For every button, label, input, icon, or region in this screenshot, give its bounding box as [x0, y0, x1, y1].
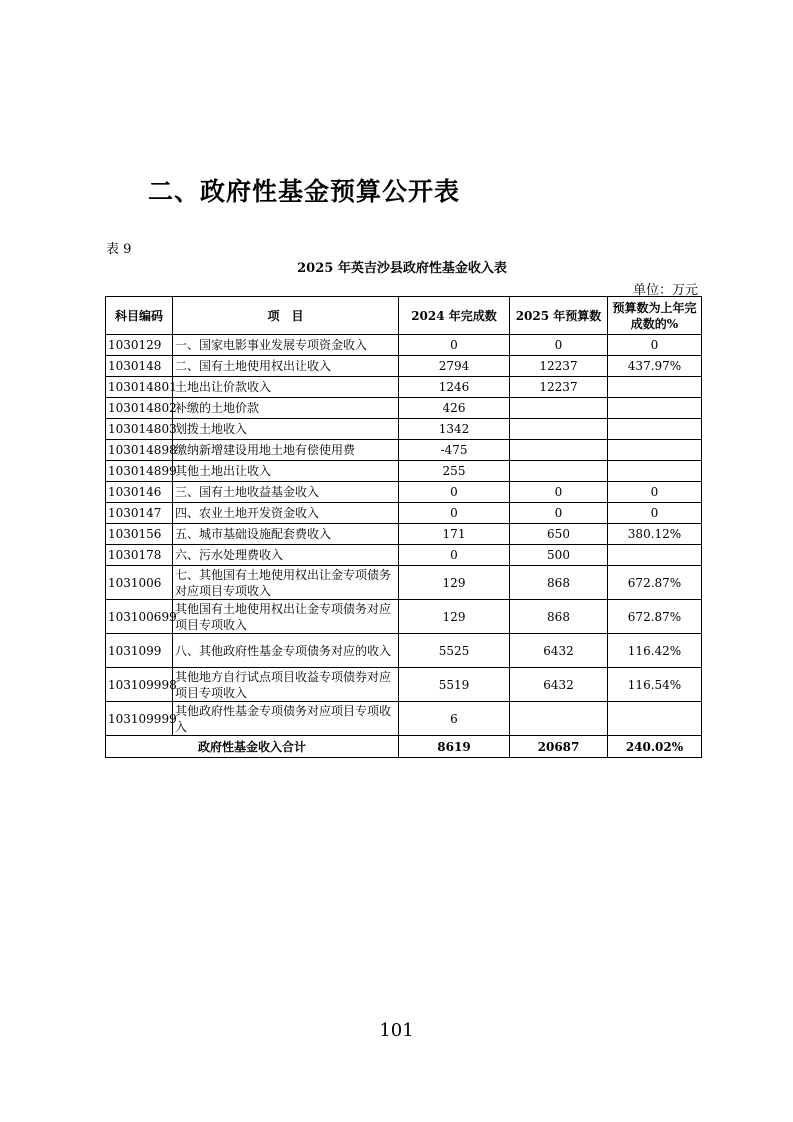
fund-revenue-table [105, 296, 702, 758]
total-label: 政府性基金收入合计 [106, 736, 399, 758]
row-code-cell: 1030129 [106, 335, 173, 356]
row-2024-cell: 0 [399, 482, 510, 503]
row-code-cell: 1030156 [106, 524, 173, 545]
row-2025-cell: 0 [510, 503, 608, 524]
row-pct-cell: 0 [608, 503, 702, 524]
row-2024-cell: 0 [399, 503, 510, 524]
row-2025-cell: 868 [510, 566, 608, 600]
row-pct-cell: 0 [608, 335, 702, 356]
row-2025-cell: 12237 [510, 377, 608, 398]
row-pct-cell [608, 545, 702, 566]
row-code-cell: 103100699 [106, 600, 173, 634]
row-name-cell: 其他国有土地使用权出让金专项债务对应项目专项收入 [173, 600, 399, 634]
table-row [106, 482, 702, 503]
row-2024-cell: 255 [399, 461, 510, 482]
row-2025-cell: 0 [510, 482, 608, 503]
row-code-cell: 103014803 [106, 419, 173, 440]
table-row [106, 600, 702, 634]
row-pct-cell: 380.12% [608, 524, 702, 545]
row-name-cell: 六、污水处理费收入 [173, 545, 399, 566]
row-2024-cell: 129 [399, 600, 510, 634]
row-code-cell: 103014802 [106, 398, 173, 419]
row-name-cell: 其他政府性基金专项债务对应项目专项收入 [173, 702, 399, 736]
row-2025-cell: 868 [510, 600, 608, 634]
row-2025-cell: 0 [510, 335, 608, 356]
row-2025-cell: 6432 [510, 634, 608, 668]
table-title: 2025 年英吉沙县政府性基金收入表 [297, 261, 507, 276]
table-row [106, 702, 702, 736]
row-pct-cell [608, 702, 702, 736]
row-2025-cell [510, 419, 608, 440]
row-name-cell: 划拨土地收入 [173, 419, 399, 440]
table-row [106, 503, 702, 524]
row-2024-cell: 2794 [399, 356, 510, 377]
row-pct-cell [608, 419, 702, 440]
row-2025-cell: 650 [510, 524, 608, 545]
row-code-cell: 1031006 [106, 566, 173, 600]
row-pct-cell: 116.54% [608, 668, 702, 702]
row-code-cell: 103014898 [106, 440, 173, 461]
row-2025-cell: 500 [510, 545, 608, 566]
row-code-cell: 103014801 [106, 377, 173, 398]
table-row [106, 419, 702, 440]
table-row [106, 668, 702, 702]
table-row [106, 461, 702, 482]
row-2024-cell: 426 [399, 398, 510, 419]
row-2024-cell: -475 [399, 440, 510, 461]
table-row [106, 545, 702, 566]
row-2024-cell: 0 [399, 545, 510, 566]
row-name-cell: 其他地方自行试点项目收益专项债券对应项目专项收入 [173, 668, 399, 702]
row-code-cell: 1030146 [106, 482, 173, 503]
table-row [106, 398, 702, 419]
row-name-cell: 二、国有土地使用权出让收入 [173, 356, 399, 377]
table-number: 表 9 [106, 242, 132, 257]
row-name-cell: 五、城市基础设施配套费收入 [173, 524, 399, 545]
table-row [106, 377, 702, 398]
header-item: 项 目 [173, 297, 399, 335]
table-header-row [106, 297, 702, 335]
row-pct-cell: 0 [608, 482, 702, 503]
row-2024-cell: 0 [399, 335, 510, 356]
row-code-cell: 103109999 [106, 702, 173, 736]
row-pct-cell [608, 398, 702, 419]
row-2025-cell [510, 440, 608, 461]
row-2024-cell: 6 [399, 702, 510, 736]
row-pct-cell: 672.87% [608, 566, 702, 600]
row-pct-cell: 672.87% [608, 600, 702, 634]
row-name-cell: 一、国家电影事业发展专项资金收入 [173, 335, 399, 356]
row-2025-cell: 12237 [510, 356, 608, 377]
row-pct-cell: 437.97% [608, 356, 702, 377]
row-name-cell: 土地出让价款收入 [173, 377, 399, 398]
table-body [106, 335, 702, 736]
total-2024: 8619 [399, 736, 510, 758]
row-2024-cell: 5519 [399, 668, 510, 702]
header-pct: 预算数为上年完成数的% [608, 297, 702, 335]
table-row [106, 356, 702, 377]
row-2024-cell: 171 [399, 524, 510, 545]
row-2024-cell: 1342 [399, 419, 510, 440]
row-2024-cell: 5525 [399, 634, 510, 668]
row-name-cell: 补缴的土地价款 [173, 398, 399, 419]
row-pct-cell [608, 440, 702, 461]
header-2024: 2024 年完成数 [399, 297, 510, 335]
row-pct-cell [608, 461, 702, 482]
table-row [106, 634, 702, 668]
row-pct-cell [608, 377, 702, 398]
row-code-cell: 1030148 [106, 356, 173, 377]
row-2025-cell [510, 461, 608, 482]
section-heading: 二、政府性基金预算公开表 [148, 177, 461, 206]
page-number: 101 [379, 1020, 414, 1041]
table-row [106, 335, 702, 356]
row-name-cell: 其他土地出让收入 [173, 461, 399, 482]
row-name-cell: 三、国有土地收益基金收入 [173, 482, 399, 503]
row-pct-cell: 116.42% [608, 634, 702, 668]
row-code-cell: 103014899 [106, 461, 173, 482]
header-code: 科目编码 [106, 297, 173, 335]
total-pct: 240.02% [608, 736, 702, 758]
row-2025-cell [510, 398, 608, 419]
row-2024-cell: 1246 [399, 377, 510, 398]
unit-label: 单位：万元 [632, 283, 698, 298]
total-2025: 20687 [510, 736, 608, 758]
row-2025-cell [510, 702, 608, 736]
row-code-cell: 1030147 [106, 503, 173, 524]
row-code-cell: 1030178 [106, 545, 173, 566]
row-name-cell: 四、农业土地开发资金收入 [173, 503, 399, 524]
row-code-cell: 1031099 [106, 634, 173, 668]
row-name-cell: 缴纳新增建设用地土地有偿使用费 [173, 440, 399, 461]
row-code-cell: 103109998 [106, 668, 173, 702]
total-row [106, 736, 702, 758]
row-name-cell: 八、其他政府性基金专项债务对应的收入 [173, 634, 399, 668]
header-2025: 2025 年预算数 [510, 297, 608, 335]
table-row [106, 524, 702, 545]
table-row [106, 440, 702, 461]
row-2025-cell: 6432 [510, 668, 608, 702]
table-row [106, 566, 702, 600]
row-name-cell: 七、其他国有土地使用权出让金专项债务对应项目专项收入 [173, 566, 399, 600]
row-2024-cell: 129 [399, 566, 510, 600]
